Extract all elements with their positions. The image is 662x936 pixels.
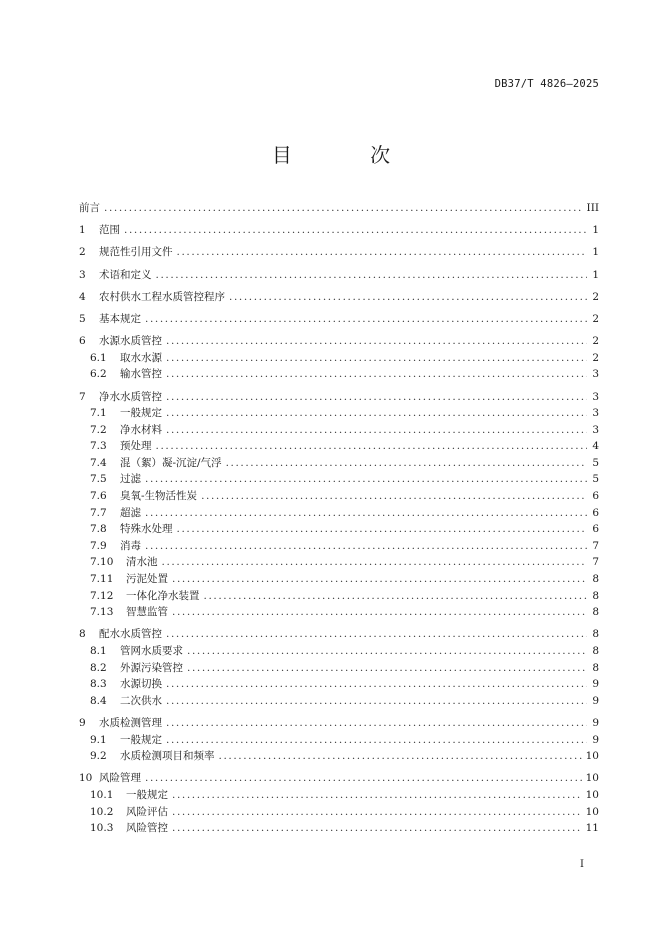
dot-leader	[166, 732, 587, 749]
toc-entry-page: 3	[592, 423, 599, 436]
toc-entry[interactable]	[79, 289, 599, 306]
toc-entry-label: 风险评估	[126, 805, 168, 818]
toc-entry-page: 4	[592, 440, 599, 453]
toc-entry-label: 基本规定	[99, 312, 141, 325]
toc-entry-label: 混（絮）凝-沉淀/气浮	[120, 456, 222, 469]
toc-entry[interactable]	[79, 748, 599, 765]
toc-entry-label: 净水材料	[120, 423, 162, 436]
toc-entry-number: 1	[79, 224, 86, 237]
dot-leader	[166, 389, 587, 406]
toc-entry[interactable]	[79, 588, 599, 605]
dot-leader	[172, 820, 582, 837]
dot-leader	[145, 538, 587, 555]
toc-entry-page: 10	[585, 788, 599, 801]
dot-leader	[172, 604, 587, 621]
toc-entry-label: 预处理	[120, 440, 152, 453]
toc-entry-number: 3	[79, 268, 86, 281]
toc-entry-label: 超滤	[120, 506, 141, 519]
toc-entry[interactable]	[79, 693, 599, 710]
toc-entry[interactable]	[79, 267, 599, 284]
toc-entry-number: 7.3	[90, 440, 107, 453]
toc-entry-number: 7.11	[90, 573, 114, 586]
toc-entry-number: 7.6	[90, 490, 107, 503]
dot-leader	[187, 660, 587, 677]
toc-entry-label: 特殊水处理	[120, 523, 173, 536]
dot-leader	[166, 715, 587, 732]
toc-entry-number: 7.2	[90, 423, 107, 436]
toc-entry[interactable]	[79, 222, 599, 239]
toc-entry[interactable]	[79, 366, 599, 383]
toc-entry[interactable]	[79, 521, 599, 538]
toc-entry-page: 2	[592, 312, 599, 325]
page-title: 目 次	[271, 143, 427, 167]
toc-entry-page: 2	[592, 290, 599, 303]
dot-leader	[166, 366, 587, 383]
toc-entry-number: 7.10	[90, 556, 114, 569]
toc-entry[interactable]	[79, 311, 599, 328]
toc-entry-number: 8.2	[90, 661, 107, 674]
toc-entry-label: 水质检测管理	[99, 716, 162, 729]
toc-entry-label: 水质检测项目和频率	[120, 750, 215, 763]
toc-entry-number: 7.13	[90, 606, 114, 619]
toc-entry-page: 9	[592, 716, 599, 729]
toc-entry-label: 智慧监管	[126, 606, 168, 619]
toc-entry-number: 8	[79, 628, 86, 641]
toc-entry-page: 6	[592, 506, 599, 519]
toc-entry-page: 9	[592, 694, 599, 707]
toc-entry-page: 1	[592, 246, 599, 259]
dot-leader	[226, 455, 587, 472]
document-code: DB37/T 4826—2025	[494, 78, 599, 90]
toc-entry[interactable]	[79, 787, 599, 804]
toc-entry-number: 7.12	[90, 589, 114, 602]
toc-entry-page: 7	[592, 556, 599, 569]
toc-entry-page: 7	[592, 539, 599, 552]
toc-entry-number: 7.1	[90, 407, 107, 420]
toc-entry[interactable]	[79, 732, 599, 749]
toc-entry[interactable]	[79, 488, 599, 505]
toc-entry-label: 一般规定	[120, 733, 162, 746]
toc-entry-number: 10.1	[90, 788, 114, 801]
toc-entry-label: 二次供水	[120, 694, 162, 707]
toc-entry[interactable]	[79, 389, 599, 406]
toc-entry-label: 臭氧-生物活性炭	[120, 490, 198, 503]
toc-entry-number: 7.4	[90, 456, 107, 469]
toc-entry-page: 11	[585, 822, 599, 835]
toc-entry-label: 风险管理	[99, 772, 141, 785]
toc-entry-label: 配水水质管控	[99, 628, 162, 641]
toc-entry-label: 一体化净水装置	[126, 589, 200, 602]
toc-entry-label: 清水池	[126, 556, 158, 569]
dot-leader	[162, 554, 588, 571]
toc-entry-label: 术语和定义	[99, 268, 152, 281]
toc-entry-number: 9.1	[90, 733, 107, 746]
toc-entry-number: 7.8	[90, 523, 107, 536]
toc-entry-label: 农村供水工程水质管控程序	[99, 290, 225, 303]
dot-leader	[177, 521, 588, 538]
toc-entry-page: 5	[592, 473, 599, 486]
toc-entry-page: 8	[592, 606, 599, 619]
toc-entry-number: 10.3	[90, 822, 114, 835]
toc-entry-page: 1	[592, 224, 599, 237]
dot-leader	[201, 488, 587, 505]
toc-entry-page: 5	[592, 456, 599, 469]
toc-entry[interactable]	[79, 471, 599, 488]
toc-entry[interactable]	[79, 676, 599, 693]
toc-entry-page: 8	[592, 661, 599, 674]
dot-leader	[187, 643, 587, 660]
toc-entry-page: 8	[592, 573, 599, 586]
toc-entry[interactable]	[79, 455, 599, 472]
toc-entry-label: 外源污染管控	[120, 661, 183, 674]
toc-entry-label: 输水管控	[120, 368, 162, 381]
toc-entry[interactable]	[79, 438, 599, 455]
dot-leader	[166, 405, 587, 422]
toc-entry[interactable]	[79, 770, 599, 787]
dot-leader	[166, 693, 587, 710]
dot-leader	[166, 422, 587, 439]
toc-entry[interactable]	[79, 505, 599, 522]
toc-entry-label: 一般规定	[120, 407, 162, 420]
toc-entry-label: 风险管控	[126, 822, 168, 835]
table-of-contents	[79, 200, 599, 837]
toc-entry-number: 9	[79, 716, 86, 729]
toc-entry[interactable]	[79, 820, 599, 837]
toc-entry-page: 1	[592, 268, 599, 281]
dot-leader	[172, 804, 582, 821]
toc-entry-number: 7	[79, 390, 86, 403]
toc-entry[interactable]	[79, 554, 599, 571]
toc-entry-page: 8	[592, 628, 599, 641]
dot-leader	[156, 438, 588, 455]
toc-entry-number: 9.2	[90, 750, 107, 763]
dot-leader	[204, 588, 588, 605]
toc-entry-number: 7.7	[90, 506, 107, 519]
toc-entry-number: 10	[79, 772, 93, 785]
dot-leader	[229, 289, 587, 306]
toc-entry-label: 污泥处置	[126, 573, 168, 586]
toc-entry-page: 3	[592, 407, 599, 420]
toc-entry-page: 2	[592, 351, 599, 364]
toc-entry-label: 水源水质管控	[99, 335, 162, 348]
toc-entry[interactable]	[79, 422, 599, 439]
toc-entry-number: 4	[79, 290, 86, 303]
toc-entry[interactable]	[79, 626, 599, 643]
toc-entry-page: 10	[585, 805, 599, 818]
toc-entry[interactable]	[79, 350, 599, 367]
dot-leader	[166, 626, 587, 643]
dot-leader	[172, 571, 587, 588]
toc-entry-page: 2	[592, 335, 599, 348]
toc-entry[interactable]	[79, 804, 599, 821]
toc-entry-label: 前言	[79, 202, 100, 214]
dot-leader	[124, 222, 587, 239]
dot-leader	[145, 505, 587, 522]
toc-entry-label: 水源切换	[120, 678, 162, 691]
toc-entry-number: 6	[79, 335, 86, 348]
dot-leader	[145, 311, 587, 328]
toc-entry[interactable]	[79, 244, 599, 261]
page-number: I	[580, 859, 584, 870]
toc-entry-label: 规范性引用文件	[99, 246, 173, 259]
toc-entry-page: 3	[592, 390, 599, 403]
toc-entry[interactable]	[79, 405, 599, 422]
toc-entry-number: 5	[79, 312, 86, 325]
dot-leader	[145, 770, 582, 787]
toc-entry-number: 8.4	[90, 694, 107, 707]
toc-entry-label: 范围	[99, 224, 120, 237]
dot-leader	[104, 200, 583, 217]
toc-entry-page: 8	[592, 589, 599, 602]
toc-entry[interactable]	[79, 715, 599, 732]
toc-entry-page: 6	[592, 490, 599, 503]
dot-leader	[145, 471, 587, 488]
dot-leader	[172, 787, 582, 804]
toc-entry-number: 7.9	[90, 539, 107, 552]
dot-leader	[166, 333, 587, 350]
toc-entry-page: 3	[592, 368, 599, 381]
dot-leader	[219, 748, 582, 765]
toc-entry-number: 2	[79, 246, 86, 259]
toc-entry-page: 8	[592, 645, 599, 657]
toc-entry-label: 取水水源	[120, 351, 162, 364]
dot-leader	[156, 267, 588, 284]
toc-entry-number: 8.3	[90, 678, 107, 691]
toc-entry[interactable]	[79, 200, 599, 217]
toc-entry-page: III	[586, 202, 599, 214]
toc-entry[interactable]	[79, 538, 599, 555]
toc-entry-page: 6	[592, 523, 599, 536]
toc-entry-number: 6.2	[90, 368, 107, 381]
toc-entry-page: 9	[592, 733, 599, 746]
dot-leader	[177, 244, 588, 261]
toc-entry-label: 管网水质要求	[120, 645, 183, 657]
toc-entry[interactable]	[79, 643, 599, 660]
toc-entry-label: 消毒	[120, 539, 141, 552]
toc-entry-label: 净水水质管控	[99, 390, 162, 403]
toc-entry-label: 过滤	[120, 473, 141, 486]
dot-leader	[166, 676, 587, 693]
toc-entry-page: 10	[585, 750, 599, 763]
toc-entry[interactable]	[79, 604, 599, 621]
toc-entry-page: 10	[585, 772, 599, 785]
toc-entry-label: 一般规定	[126, 788, 168, 801]
toc-entry[interactable]	[79, 571, 599, 588]
toc-entry-number: 10.2	[90, 805, 114, 818]
dot-leader	[166, 350, 587, 367]
toc-entry-number: 8.1	[90, 645, 107, 657]
toc-entry-page: 9	[592, 678, 599, 691]
toc-entry-number: 6.1	[90, 351, 107, 364]
toc-entry[interactable]	[79, 333, 599, 350]
toc-entry-number: 7.5	[90, 473, 107, 486]
toc-entry[interactable]	[79, 660, 599, 677]
